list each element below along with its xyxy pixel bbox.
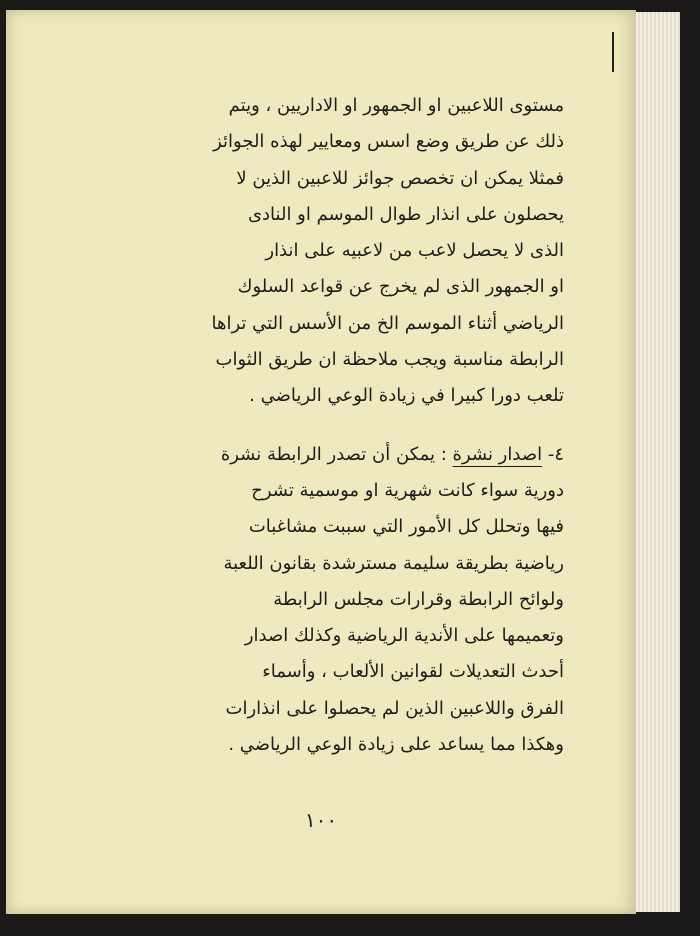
text-line: يحصلون على انذار طوال الموسم او النادى: [247, 203, 564, 225]
body-text: [66, 88, 564, 763]
text-line: وتعميمها على الأندية الرياضية وكذلك اصدار: [244, 625, 564, 647]
text-line: الذى لا يحصل لاعب من لاعبيه على انذار: [265, 240, 564, 262]
book-page: [6, 10, 636, 914]
section-first-line-text: : يمكن أن تصدر الرابطة نشرة: [220, 443, 453, 465]
page-stack-edge: [636, 12, 680, 912]
text-line: دورية سواء كانت شهرية او موسمية تشرح: [251, 479, 564, 501]
text-line: الفرق واللاعبين الذين لم يحصلوا على انذارات: [225, 697, 564, 719]
text-line: فمثلا يمكن ان تخصص جوائز للاعبين الذين لا: [236, 167, 564, 189]
text-line: رياضية بطريقة سليمة مسترشدة بقانون اللعبة: [223, 552, 564, 574]
section-4-first-line: [66, 437, 564, 473]
section-number: ٤-: [542, 443, 564, 465]
page-number: ١٠٠: [304, 808, 338, 832]
spine-line: [612, 32, 614, 72]
text-line: ذلك عن طريق وضع اسس ومعايير لهذه الجوائز: [213, 131, 564, 153]
section-heading: اصدار نشرة: [452, 443, 543, 465]
text-line: او الجمهور الذى لم يخرج عن قواعد السلوك: [237, 276, 564, 298]
text-line: مستوى اللاعبين او الجمهور او الاداريين ، ويتم: [228, 95, 564, 116]
text-line: الرياضي أثناء الموسم الخ من الأسس التي تراها: [211, 312, 564, 334]
text-line: أحدث التعديلات لقوانين الألعاب ، وأسماء: [262, 661, 564, 683]
text-line: ولوائح الرابطة وقرارات مجلس الرابطة: [273, 588, 564, 610]
text-line: فيها وتحلل كل الأمور التي سببت مشاغبات: [248, 516, 564, 538]
text-line: وهكذا مما يساعد على زيادة الوعي الرياضي .: [228, 734, 564, 756]
text-line: الرابطة مناسبة ويجب ملاحظة ان طريق الثواب: [215, 349, 564, 371]
text-line: تلعب دورا كبيرا في زيادة الوعي الرياضي .: [249, 385, 564, 407]
